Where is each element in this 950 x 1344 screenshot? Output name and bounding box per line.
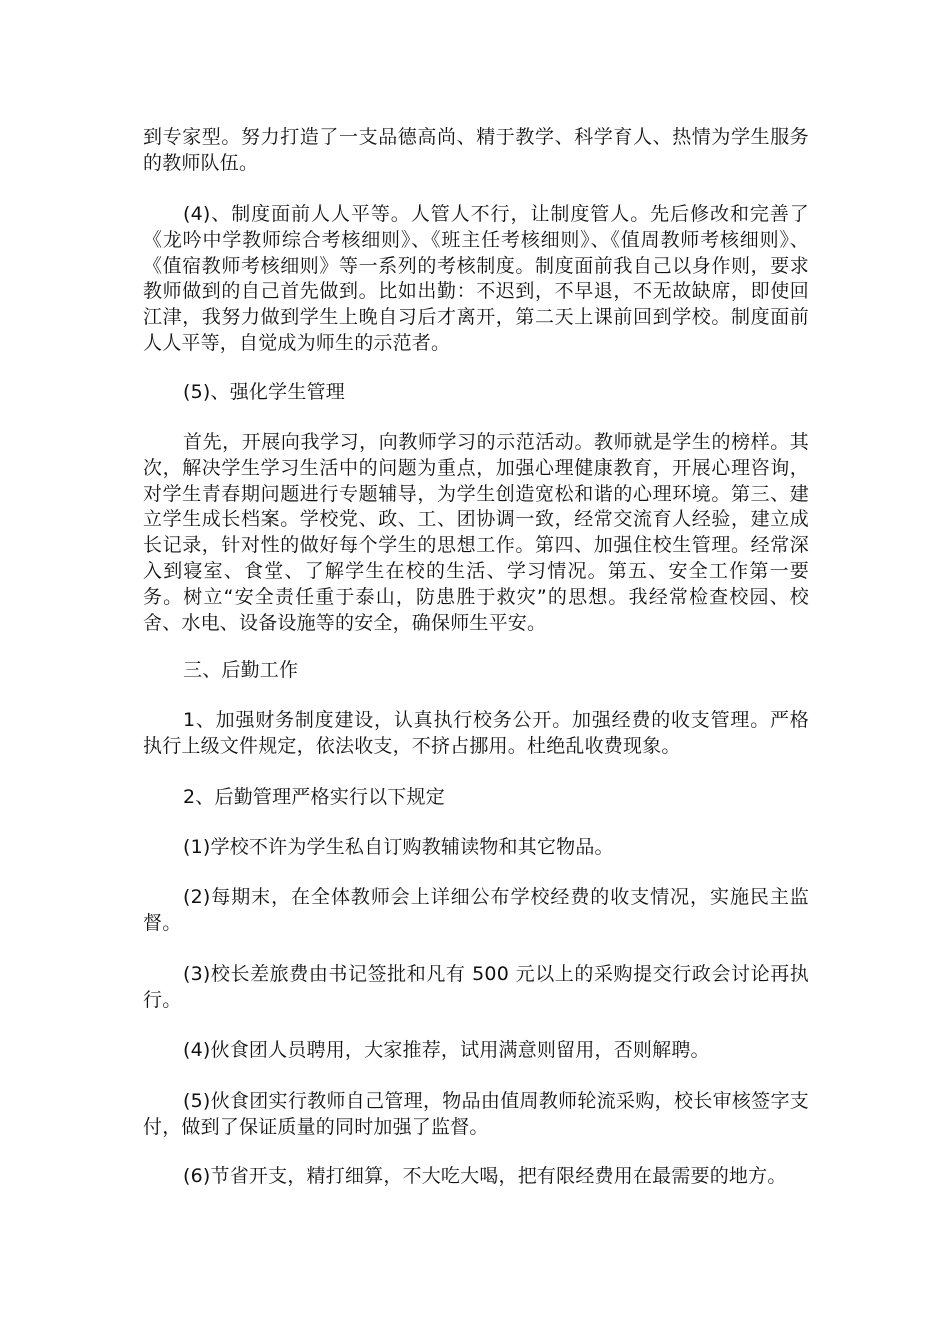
- rule-item-2: (2)每期末，在全体教师会上详细公布学校经费的收支情况，实施民主监督。: [143, 886, 809, 934]
- paragraph-finance: 1、加强财务制度建设，认真执行校务公开。加强经费的收支管理。严格执行上级文件规定，依法收支，不挤占挪用。杜绝乱收费现象。: [143, 709, 809, 757]
- rule-item-3: (3)校长差旅费由书记签批和凡有 500 元以上的采购提交行政会讨论再执行。: [143, 963, 809, 1011]
- rule-item-1: (1)学校不许为学生私自订购教辅读物和其它物品。: [183, 836, 614, 858]
- paragraph-teacher-team: 到专家型。努力打造了一支品德高尚、精于教学、科学育人、热情为学生服务的教师队伍。: [143, 126, 809, 174]
- paragraph-student-management-heading: (5)、强化学生管理: [183, 381, 345, 403]
- rule-item-4: (4)伙食团人员聘用，大家推荐，试用满意则留用，否则解聘。: [183, 1039, 710, 1061]
- paragraph-system-equality: (4)、制度面前人人平等。人管人不行，让制度管人。先后修改和完善了《龙吟中学教师综合考核细则》、《班主任考核细则》、《值周教师考核细则》、《值宿教师考核细则》等一系列的考核制度。制度面前我自己以身作则，要求教师做到的自己首先做到。比如出勤：不迟到，不早退，不无故缺席，即使回江津，我努力做到学生上晚自习后才离开，第二天上课前回到学校。制度面前人人平等，自觉成为师生的示范者。: [143, 203, 809, 354]
- section-heading-logistics: 三、后勤工作: [183, 659, 299, 681]
- rule-item-5: (5)伙食团实行教师自己管理，物品由值周教师轮流采购，校长审核签字支付，做到了保证质量的同时加强了监督。: [143, 1090, 809, 1138]
- paragraph-student-management: 首先，开展向我学习，向教师学习的示范活动。教师就是学生的榜样。其次，解决学生学习生活中的问题为重点，加强心理健康教育，开展心理咨询，对学生青春期问题进行专题辅导，为学生创造宽松和谐的心理环境。第三、建立学生成长档案。学校党、政、工、团协调一致，经常交流育人经验，建立成长记录，针对性的做好每个学生的思想工作。第四、加强住校生管理。经常深入到寝室、食堂、了解学生在校的生活、学习情况。第五、安全工作第一要务。树立“安全责任重于泰山，防患胜于救灾”的思想。我经常检查校园、校舍、水电、设备设施等的安全，确保师生平安。: [143, 431, 809, 634]
- rule-item-6: (6)节省开支，精打细算，不大吃大喝，把有限经费用在最需要的地方。: [183, 1165, 787, 1187]
- paragraph-logistics-rules-heading: 2、后勤管理严格实行以下规定: [183, 786, 445, 808]
